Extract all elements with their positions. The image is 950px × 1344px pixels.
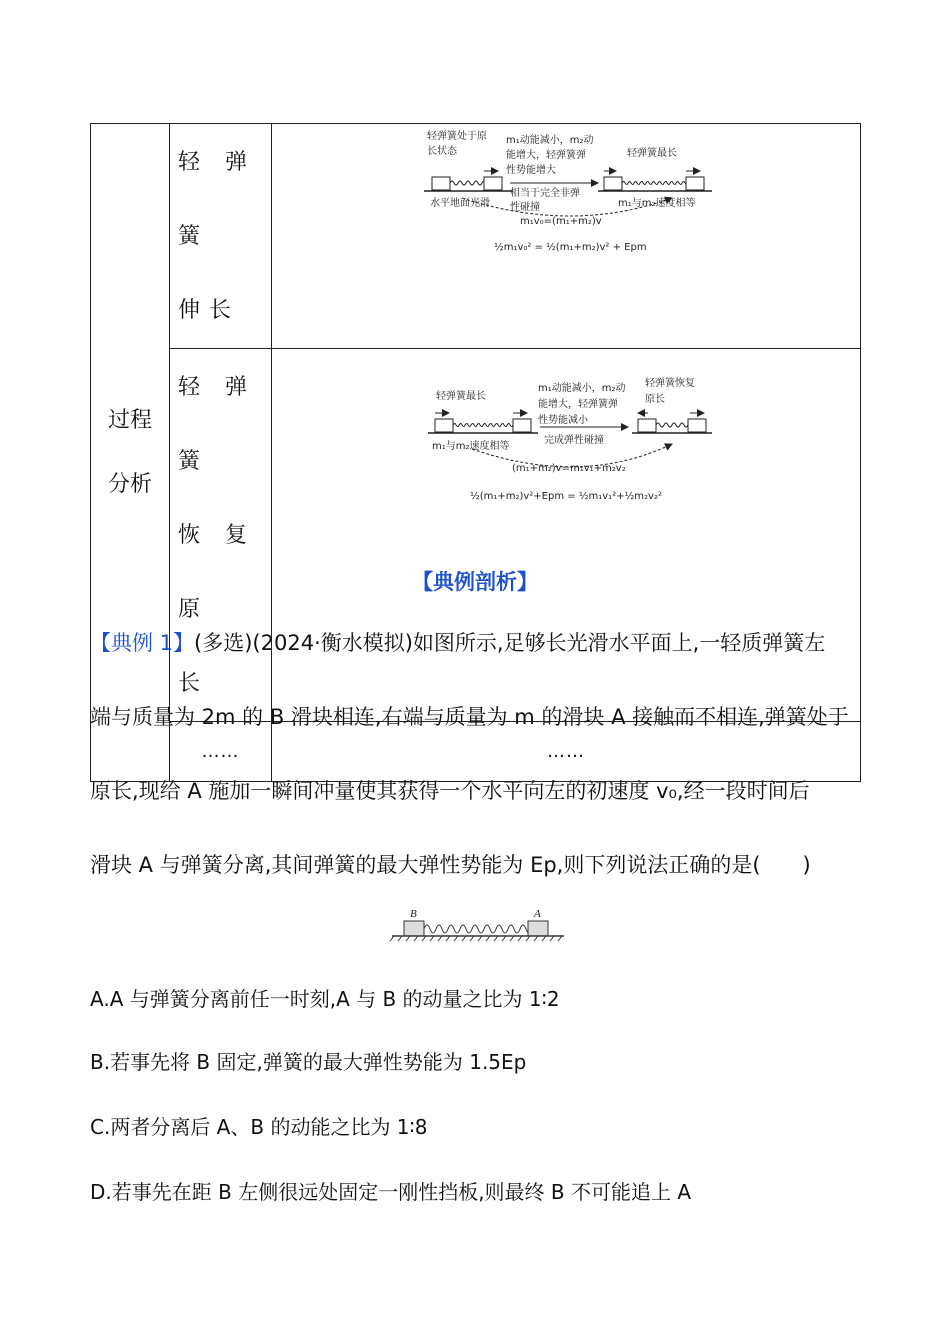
d2-text-4: 性势能减小: [538, 415, 588, 426]
d1-text-2: 长状态: [427, 146, 457, 157]
example-tag: 【典例 1】: [90, 631, 195, 655]
spring-restore-label-line2: 恢 复 原: [178, 523, 256, 622]
d2-text-5: 完成弹性碰撞: [544, 435, 604, 446]
d2-eq-2: ½(m₁+m₂)v²+Epm = ½m₁v₁²+½m₂v₂²: [470, 491, 662, 502]
section-title: 【典例剖析】: [412, 570, 538, 594]
d1-text-8: 轻弹簧最长: [627, 148, 677, 159]
ellipsis-label-cell: ……: [170, 722, 272, 782]
d1-text-1: 轻弹簧处于原: [427, 131, 487, 142]
spring-stretch-label-line1: 轻 弹 簧: [178, 150, 256, 249]
d2-text-6: 轻弹簧恢复: [645, 378, 695, 389]
d1-text-9: 水平地面光滑: [430, 198, 490, 209]
problem-line-2: 端与质量为 2m 的 B 滑块相连,右端与质量为 m 的滑块 A 接触而不相连,弹簧处于: [90, 705, 849, 729]
problem-text: [90, 606, 860, 902]
option-d: D.若事先在距 B 左侧很远处固定一刚性挡板,则最终 B 不可能追上 A: [90, 1180, 692, 1204]
spring-restore-label-line1: 轻 弹 簧: [178, 375, 256, 474]
d2-text-7: 原长: [645, 394, 665, 405]
d2-text-3: 能增大，轻弹簧弹: [538, 399, 618, 410]
problem-line-3: 原长,现给 A 施加一瞬间冲量使其获得一个水平向左的初速度 v₀,经一段时间后: [90, 779, 810, 803]
d2-text-8: m₁与m₂速度相等: [432, 441, 510, 452]
problem-line-1: [90, 606, 860, 680]
spring-restore-label-line3: 长: [178, 671, 210, 696]
d2-text-1: 轻弹簧最长: [436, 391, 486, 402]
d2-eq-1: (m₁+m₂)v=m₁v₁+m₂v₂: [512, 463, 626, 474]
d2-text-2: m₁动能减小，m₂动: [538, 383, 626, 394]
figure-label-a: A: [534, 908, 541, 920]
spring-stretch-label-cell: [170, 124, 272, 349]
spring-stretch-label-line2: 伸长: [178, 298, 241, 323]
ellipsis-content-cell: ……: [272, 722, 861, 782]
row-header-line1: 过程: [107, 407, 152, 433]
problem-line-4: 滑块 A 与弹簧分离,其间弹簧的最大弹性势能为 Ep,则下列说法正确的是( ): [90, 853, 811, 877]
d1-text-7: 性碰撞: [510, 202, 540, 213]
figure-label-b: B: [410, 908, 417, 920]
d1-text-6: 相当于完全非弹: [510, 188, 580, 199]
option-b: B.若事先将 B 固定,弹簧的最大弹性势能为 1.5Ep: [90, 1050, 527, 1074]
option-c: C.两者分离后 A、B 的动能之比为 1∶8: [90, 1115, 428, 1139]
d1-eq-2: ½m₁v₀² = ½(m₁+m₂)v² + Epm: [494, 242, 647, 253]
d1-text-10: m₁与m₂速度相等: [618, 198, 696, 209]
spring-stretch-diagram: [272, 124, 861, 284]
option-a: A.A 与弹簧分离前任一时刻,A 与 B 的动量之比为 1∶2: [90, 987, 560, 1011]
d1-text-3: m₁动能减小，m₂动: [506, 135, 594, 146]
spring-stretch-diagram-cell: [272, 124, 861, 349]
spring-restore-diagram: [272, 349, 861, 558]
d1-text-5: 性势能增大: [506, 165, 556, 176]
spring-blocks-figure: [388, 905, 568, 945]
d1-text-4: 能增大，轻弹簧弹: [506, 150, 586, 161]
problem-line-1-text: (多选)(2024·衡水模拟)如图所示,足够长光滑水平面上,一轻质弹簧左: [194, 631, 826, 655]
d1-eq-1: m₁v₀=(m₁+m₂)v: [520, 216, 602, 227]
row-header-line2: 分析: [107, 471, 152, 497]
